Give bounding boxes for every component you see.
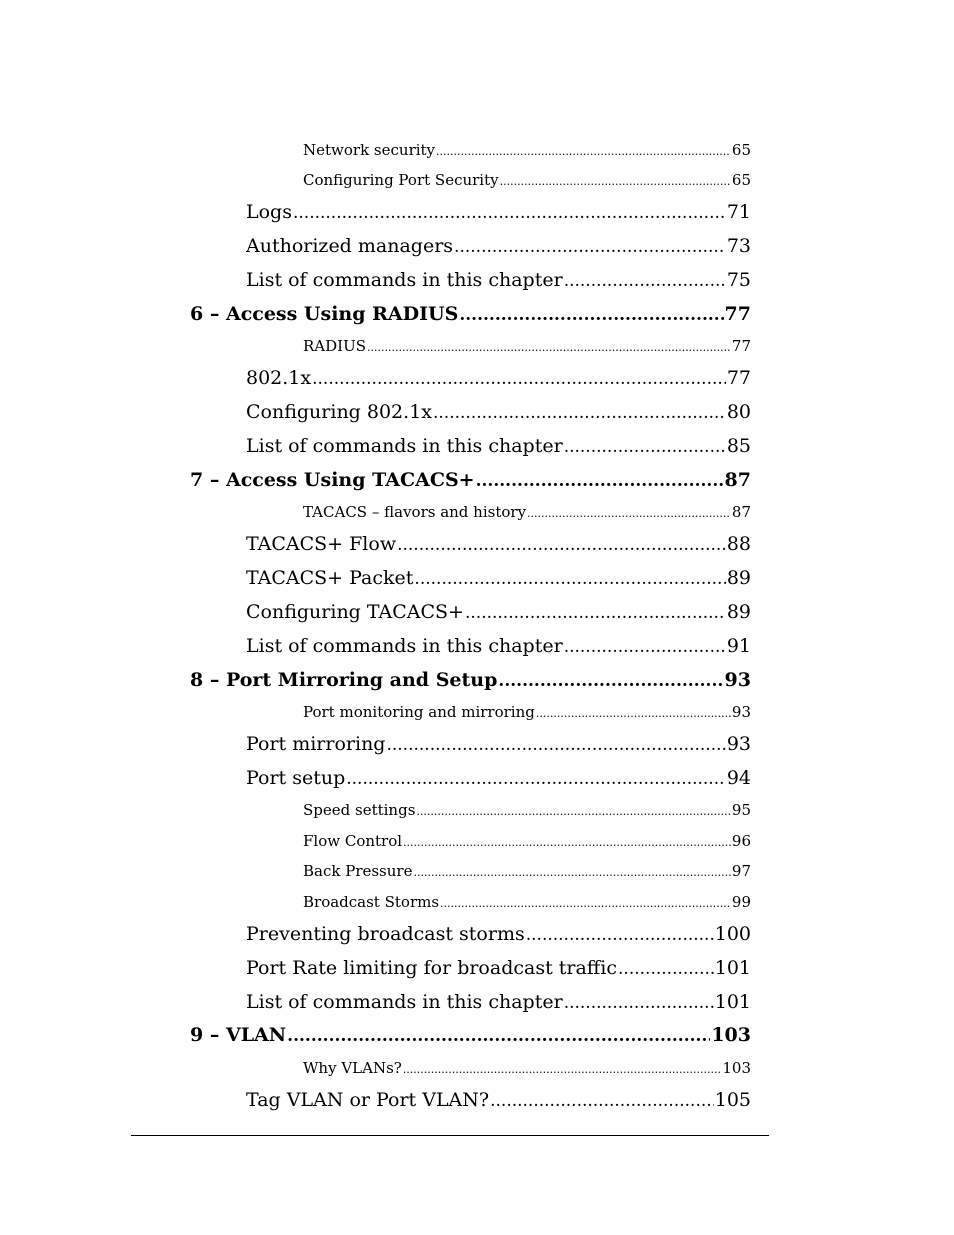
toc-entry-title: RADIUS <box>303 337 366 355</box>
toc-entry-title: Port mirroring <box>246 733 386 755</box>
dot-leader <box>397 532 726 557</box>
toc-entry[interactable] <box>246 921 751 947</box>
dot-leader <box>459 302 723 327</box>
toc-entry-title: TACACS – flavors and history <box>303 503 527 521</box>
toc-entry-title: Port monitoring and mirroring <box>303 703 535 721</box>
toc-entry-page: 91 <box>726 635 751 657</box>
toc-entry-page: 99 <box>731 893 751 911</box>
toc-entry-title: Port Rate limiting for broadcast traffic <box>246 957 618 979</box>
toc-entry-title: Authorized managers <box>246 235 454 257</box>
dot-leader <box>564 634 726 659</box>
toc-entry-title: Configuring 802.1x <box>246 401 432 423</box>
dot-leader <box>403 833 731 851</box>
toc-entry[interactable] <box>246 199 751 225</box>
dot-leader <box>346 766 726 791</box>
dot-leader <box>536 704 731 722</box>
toc-entry-page: 89 <box>726 567 751 589</box>
toc-entry-title: TACACS+ Flow <box>246 533 397 555</box>
toc-entry-page: 87 <box>724 469 751 491</box>
toc-entry-title: TACACS+ Packet <box>246 567 414 589</box>
toc-entry[interactable] <box>303 800 751 820</box>
toc-entry[interactable] <box>246 633 751 659</box>
dot-leader <box>416 802 731 820</box>
toc-entry-page: 87 <box>731 503 751 521</box>
toc-entry-page: 71 <box>726 201 751 223</box>
toc-entry[interactable] <box>246 989 751 1015</box>
toc-entry-page: 85 <box>726 435 751 457</box>
toc-entry[interactable] <box>246 1087 751 1113</box>
toc-entry-page: 105 <box>714 1089 751 1111</box>
toc-entry-page: 65 <box>731 141 751 159</box>
dot-leader <box>413 863 730 881</box>
dot-leader <box>498 668 723 693</box>
dot-leader <box>564 268 726 293</box>
dot-leader <box>386 732 725 757</box>
toc-entry-page: 97 <box>731 862 751 880</box>
toc-entry-title: Why VLANs? <box>303 1059 402 1077</box>
toc-entry-page: 103 <box>711 1024 751 1046</box>
toc-entry[interactable] <box>303 1058 751 1078</box>
toc-entry[interactable] <box>246 365 751 391</box>
toc-entry-page: 89 <box>726 601 751 623</box>
toc-entry-title: Network security <box>303 141 436 159</box>
toc-entry[interactable] <box>190 1022 751 1048</box>
dot-leader <box>440 894 731 912</box>
toc-entry-page: 96 <box>731 832 751 850</box>
toc-entry-title: 7 – Access Using TACACS+ <box>190 469 475 491</box>
toc-entry[interactable] <box>303 702 751 722</box>
toc-entry[interactable] <box>303 502 751 522</box>
toc-entry-page: 77 <box>731 337 751 355</box>
dot-leader <box>500 172 731 190</box>
dot-leader <box>526 922 714 947</box>
toc-entry-page: 100 <box>714 923 751 945</box>
dot-leader <box>433 400 726 425</box>
toc-entry-title: Flow Control <box>303 832 403 850</box>
dot-leader <box>454 234 726 259</box>
toc-entry-title: 9 – VLAN <box>190 1024 287 1046</box>
toc-entry-title: 6 – Access Using RADIUS <box>190 303 459 325</box>
toc-entry-page: 103 <box>722 1059 751 1077</box>
toc-entry-title: Preventing broadcast storms <box>246 923 525 945</box>
dot-leader <box>527 504 731 522</box>
toc-entry-title: Configuring Port Security <box>303 171 499 189</box>
toc-entry[interactable] <box>303 140 751 160</box>
toc-entry-page: 75 <box>726 269 751 291</box>
toc-entry-page: 77 <box>726 367 751 389</box>
toc-entry-title: Port setup <box>246 767 346 789</box>
toc-entry-page: 94 <box>726 767 751 789</box>
footer-rule <box>131 1135 769 1136</box>
toc-entry[interactable] <box>246 433 751 459</box>
toc-entry[interactable] <box>303 336 751 356</box>
toc-entry-page: 65 <box>731 171 751 189</box>
toc-entry-title: List of commands in this chapter <box>246 435 563 457</box>
toc-entry[interactable] <box>303 861 751 881</box>
toc-entry[interactable] <box>303 831 751 851</box>
dot-leader <box>564 990 714 1015</box>
toc-entry-page: 93 <box>724 669 751 691</box>
dot-leader <box>293 200 726 225</box>
dot-leader <box>490 1088 714 1113</box>
toc-entry-page: 88 <box>726 533 751 555</box>
toc-entry-title: Logs <box>246 201 292 223</box>
toc-entry-page: 80 <box>726 401 751 423</box>
toc-entry[interactable] <box>246 599 751 625</box>
toc-entry-title: Tag VLAN or Port VLAN? <box>246 1089 490 1111</box>
toc-entry-title: 8 – Port Mirroring and Setup <box>190 669 498 691</box>
toc-entry-page: 101 <box>714 957 751 979</box>
toc-entry[interactable] <box>190 301 751 327</box>
toc-entry-title: List of commands in this chapter <box>246 991 563 1013</box>
toc-entry-title: Back Pressure <box>303 862 413 880</box>
toc-entry[interactable] <box>246 531 751 557</box>
toc-entry[interactable] <box>303 170 751 190</box>
toc-entry-title: 802.1x <box>246 367 312 389</box>
toc-entry[interactable] <box>246 955 751 981</box>
toc-entry[interactable] <box>246 233 751 259</box>
toc-entry-page: 73 <box>726 235 751 257</box>
toc-entry-page: 77 <box>724 303 751 325</box>
dot-leader <box>312 366 726 391</box>
toc-entry[interactable] <box>303 892 751 912</box>
dot-leader <box>367 338 731 356</box>
toc-entry-title: List of commands in this chapter <box>246 635 563 657</box>
toc-entry-page: 93 <box>726 733 751 755</box>
dot-leader <box>476 468 724 493</box>
toc-entry[interactable] <box>246 765 751 791</box>
dot-leader <box>403 1060 722 1078</box>
toc-entry[interactable] <box>246 731 751 757</box>
toc-entry[interactable] <box>246 399 751 425</box>
toc-entry[interactable] <box>246 565 751 591</box>
toc-entry[interactable] <box>246 267 751 293</box>
toc-entry[interactable] <box>190 467 751 493</box>
dot-leader <box>436 142 731 160</box>
dot-leader <box>414 566 725 591</box>
dot-leader <box>287 1023 710 1048</box>
dot-leader <box>618 956 714 981</box>
toc-entry-title: Speed settings <box>303 801 416 819</box>
toc-entry-title: Configuring TACACS+ <box>246 601 464 623</box>
toc-entry-page: 95 <box>731 801 751 819</box>
toc-entry-title: List of commands in this chapter <box>246 269 563 291</box>
toc-entry-page: 93 <box>731 703 751 721</box>
toc-entry-page: 101 <box>714 991 751 1013</box>
dot-leader <box>564 434 726 459</box>
toc-entry-title: Broadcast Storms <box>303 893 440 911</box>
toc-entry[interactable] <box>190 667 751 693</box>
dot-leader <box>465 600 726 625</box>
